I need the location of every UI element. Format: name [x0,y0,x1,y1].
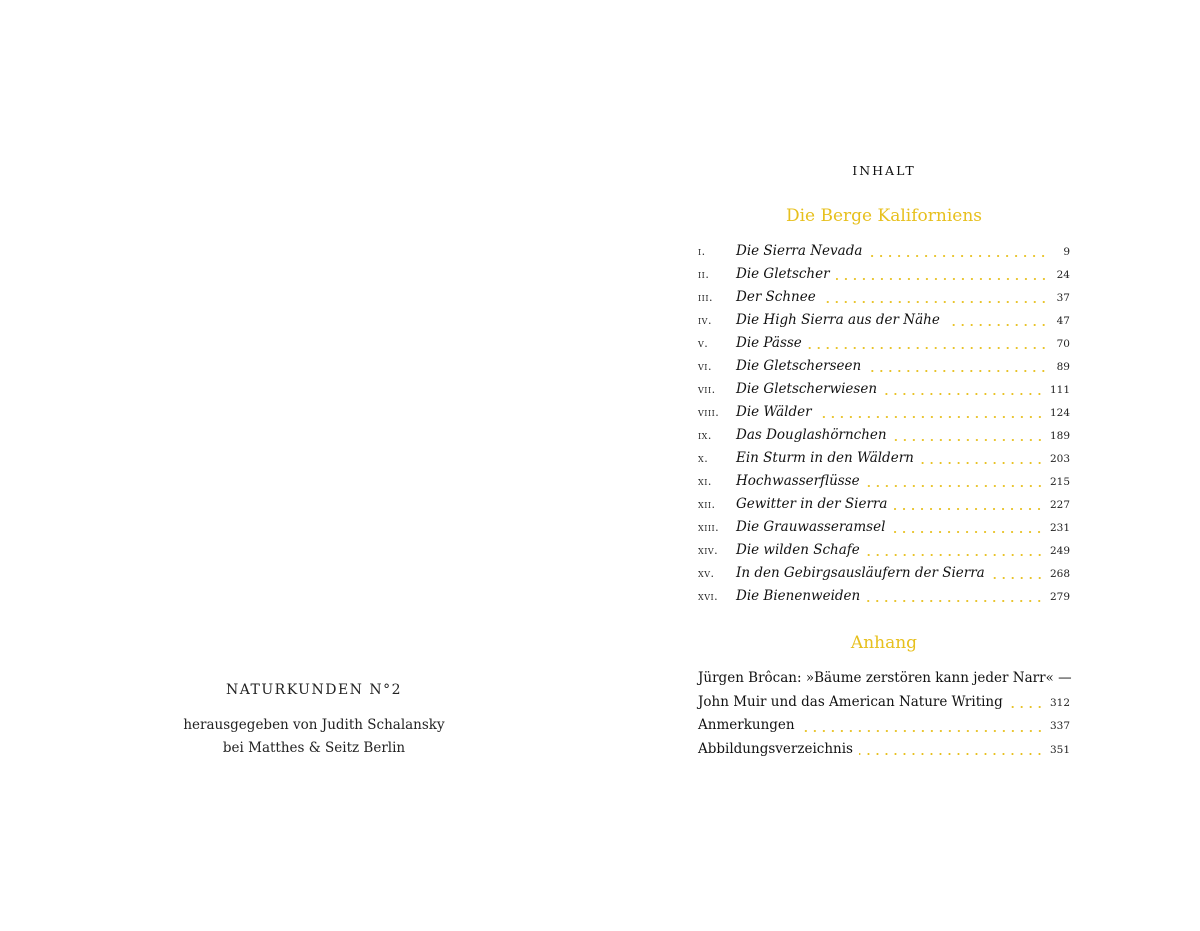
chapter-number: vi. [698,360,712,373]
chapter-number: iii. [698,291,713,304]
series-title: NATURKUNDEN N°2 [225,682,403,698]
toc-entry [698,473,1070,496]
chapter-number: xv. [698,567,715,580]
toc-entry [698,542,1070,565]
appendix-essay-line1: Jürgen Brôcan: »Bäume zerstören kann jeder Narr« — [698,670,1072,686]
dot-leader [836,274,1048,284]
chapter-number: ii. [698,268,710,281]
toc-entry [698,335,1070,358]
toc-entry [698,312,1070,335]
toc-entry [698,496,1070,519]
page-number: 47 [1056,315,1070,327]
dot-leader [868,251,1048,261]
dot-leader [859,749,1044,759]
dot-leader [893,435,1044,445]
page-number: 351 [1049,743,1070,756]
page-number: 268 [1049,568,1070,580]
page-number: 9 [1063,246,1070,258]
chapter-title: Hochwasserflüsse [736,473,860,489]
toc-entry [698,358,1070,381]
dot-leader [946,320,1048,330]
toc-entry [698,289,1070,312]
appendix-title: Abbildungsverzeichnis [698,740,853,757]
appendix-essay-line2: John Muir und das American Nature Writing [698,693,1003,710]
appendix-list [698,670,1070,764]
chapter-title: Die High Sierra aus der Nähe [736,312,940,328]
page-number: 203 [1049,453,1070,465]
chapter-number: viii. [698,406,720,419]
chapter-title: Der Schnee [736,289,816,305]
chapter-title: Die Sierra Nevada [736,243,863,259]
chapter-title: Gewitter in der Sierra [736,496,888,512]
chapter-title: Die Bienenweiden [736,588,861,604]
chapter-number: xvi. [698,590,719,603]
chapter-title: Die wilden Schafe [736,542,860,558]
page-number: 215 [1049,476,1070,488]
chapter-title: Die Pässe [736,335,802,351]
chapter-number: vii. [698,383,716,396]
chapter-number: ix. [698,429,712,442]
page-number: 189 [1049,430,1070,442]
page-number: 124 [1049,407,1070,419]
toc-entry [698,450,1070,473]
appendix-entry [698,694,1070,718]
chapter-list [698,243,1070,611]
chapter-number: xi. [698,475,712,488]
chapter-title: Die Gletscher [736,266,830,282]
toc-entry [698,519,1070,542]
dot-leader [883,389,1044,399]
chapter-number: i. [698,245,706,258]
toc-heading: INHALT [852,163,916,178]
page-number: 227 [1049,499,1070,511]
dot-leader [866,481,1044,491]
section-title-main: Die Berge Kaliforniens [785,206,983,226]
page-number: 37 [1056,292,1070,304]
publisher-line: bei Matthes & Seitz Berlin [222,740,406,756]
chapter-number: xiii. [698,521,720,534]
chapter-number: xii. [698,498,716,511]
page-number: 231 [1049,522,1070,534]
page-number: 279 [1049,591,1070,603]
page-number: 249 [1049,545,1070,557]
chapter-title: Die Gletscherseen [736,358,862,374]
toc-entry [698,266,1070,289]
toc-entry [698,243,1070,266]
dot-leader [991,573,1044,583]
chapter-title: Die Wälder [736,404,812,420]
chapter-number: v. [698,337,709,350]
toc-entry [698,404,1070,427]
dot-leader [891,527,1044,537]
page-number: 312 [1049,696,1070,709]
dot-leader [866,550,1044,560]
appendix-entry [698,741,1070,765]
section-title-appendix: Anhang [850,633,918,653]
chapter-number: x. [698,452,709,465]
chapter-number: xiv. [698,544,719,557]
chapter-number: iv. [698,314,712,327]
chapter-title: Ein Sturm in den Wäldern [736,450,914,466]
chapter-title: In den Gebirgsausläufern der Sierra [736,565,985,581]
chapter-title: Die Grauwasseramsel [736,519,886,535]
appendix-entry [698,717,1070,741]
chapter-title: Die Gletscherwiesen [736,381,878,397]
right-page [600,0,1200,931]
dot-leader [822,297,1048,307]
dot-leader [867,366,1048,376]
editor-line: herausgegeben von Judith Schalansky [183,717,445,733]
page-number: 89 [1056,361,1070,373]
toc-entry [698,565,1070,588]
page-number: 24 [1056,269,1070,281]
appendix-title: Anmerkungen [698,717,795,733]
dot-leader [920,458,1044,468]
dot-leader [801,726,1044,736]
page-number: 337 [1049,720,1070,732]
toc-entry [698,588,1070,611]
toc-entry [698,427,1070,450]
dot-leader [866,596,1044,606]
chapter-title: Das Douglashörnchen [736,427,887,443]
dot-leader [808,343,1048,353]
dot-leader [893,504,1044,514]
toc-entry [698,381,1070,404]
page-number: 111 [1049,384,1070,396]
page-number: 70 [1056,338,1070,350]
dot-leader [1009,702,1044,712]
dot-leader [818,412,1044,422]
